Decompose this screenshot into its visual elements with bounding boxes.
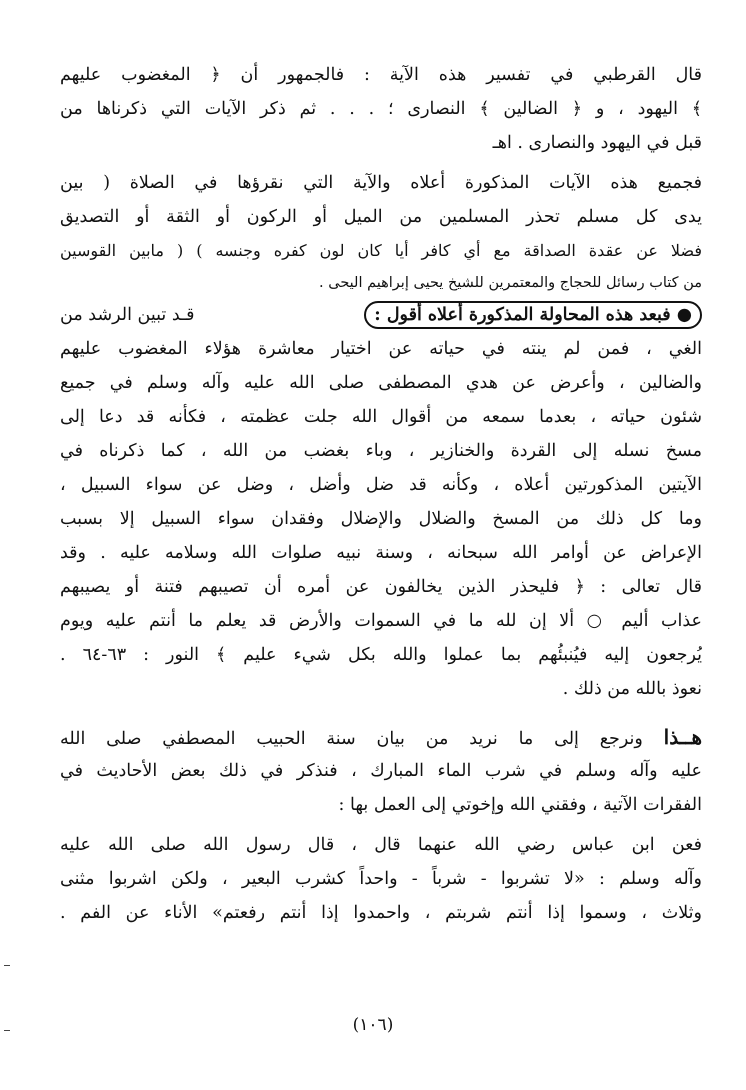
text-line-rest: ونرجع إلى ما نريد من بيان سنة الحبيب المصطفي صلى الله — [60, 729, 643, 749]
text-line: وآله وسلم : «لا تشربوا - شرباً - واحداً كشرب البعير ، ولكن اشربوا مثنى — [60, 869, 702, 889]
source-note: من كتاب رسائل للحجاج والمعتمرين للشيخ يحيى إبراهيم اليحى . — [319, 275, 702, 291]
paragraph-4 — [60, 720, 702, 822]
text-line: قبل في اليهود والنصارى . اهـ — [492, 133, 702, 153]
boxed-heading: ● فبعد هذه المحاولة المذكورة أعلاه أقول : — [364, 301, 702, 329]
paragraph-1 — [60, 58, 702, 160]
text-line: عليه وآله وسلم في شرب الماء المبارك ، فنذكر في ذلك بعض الأحاديث في — [60, 761, 702, 781]
paragraph-5 — [60, 828, 702, 930]
text-line-rest: قـد تبين الرشد من — [60, 305, 195, 325]
text-line: فجميع هذه الآيات المذكورة أعلاه والآية التي نقرؤها في الصلاة ( بين — [60, 173, 702, 193]
text-line — [60, 298, 702, 332]
text-line: قال القرطبي في تفسير هذه الآية : فالجمهور أن ﴿ المغضوب عليهم — [60, 65, 702, 85]
text-line: والضالين ، وأعرض عن هدي المصطفى صلى الله عليه وآله وسلم في جميع — [60, 373, 702, 393]
text-line: الفقرات الآتية ، وفقني الله وإخوتي إلى العمل بها : — [338, 795, 702, 815]
text-line: فعن ابن عباس رضي الله عنهما قال ، قال رسول الله صلى الله عليه — [60, 835, 702, 855]
text-line: قال تعالى : ﴿ فليحذر الذين يخالفون عن أمره أن تصيبهم فتنة أو يصيبهم — [60, 577, 702, 597]
margin-mark — [4, 1030, 10, 1031]
text-line: ﴾ اليهود ، و ﴿ الضالين ﴾ النصارى ؛ . . . ثم ذكر الآيات التي ذكرناها من — [60, 99, 702, 119]
text-line: يدى كل مسلم تحذر المسلمين من الميل أو الركون أو الثقة أو التصديق — [60, 207, 702, 227]
text-line: وثلاث ، وسموا إذا أنتم شربتم ، واحمدوا إذا أنتم رفعتم» الأناء عن الفم . — [60, 903, 702, 923]
emphasis-lead: هــذا — [663, 725, 702, 749]
text-line: مسخ نسله إلى القردة والخنازير ، وباء بغضب من الله ، كما ذكرناه في — [60, 441, 702, 461]
text-line: يُرجعون إليه فيُنبئُهم بما عملوا والله بكل شيء عليم ﴾ النور : ٦٣-٦٤ . — [60, 645, 702, 665]
page-number: (١٠٦) — [352, 1015, 394, 1035]
text-line: الإعراض عن أوامر الله سبحانه ، وسنة نبيه صلوات الله وسلامه عليه . وقد — [60, 543, 702, 563]
text-line: فضلا عن عقدة الصداقة مع أي كافر أيا كان لون كفره وجنسه ) ( مابين القوسين — [60, 241, 702, 260]
text-line: نعوذ بالله من ذلك . — [562, 679, 702, 699]
text-line: الغي ، فمن لم ينته في حياته عن اختيار معاشرة هؤلاء المغضوب عليهم — [60, 339, 702, 359]
text-line: الآيتين المذكورتين أعلاه ، وكأنه قد ضل وأضل ، وضل عن سواء السبيل ، — [60, 475, 702, 495]
text-line: عذاب أليم ○ ألا إن لله ما في السموات والأرض قد يعلم ما أنتم عليه ويوم — [60, 611, 702, 631]
text-line: وما كل ذلك من المسخ والضلال والإضلال وفقدان سواء السبيل إلا بسبب — [60, 509, 702, 529]
margin-mark — [4, 965, 10, 966]
text-line — [60, 720, 702, 754]
paragraph-3 — [60, 298, 702, 706]
page-body — [60, 58, 702, 930]
text-line: شئون حياته ، بعدما سمعه من أقوال الله جلت عظمته ، فكأنه قد دعا إلى — [60, 407, 702, 427]
paragraph-2 — [60, 166, 702, 298]
